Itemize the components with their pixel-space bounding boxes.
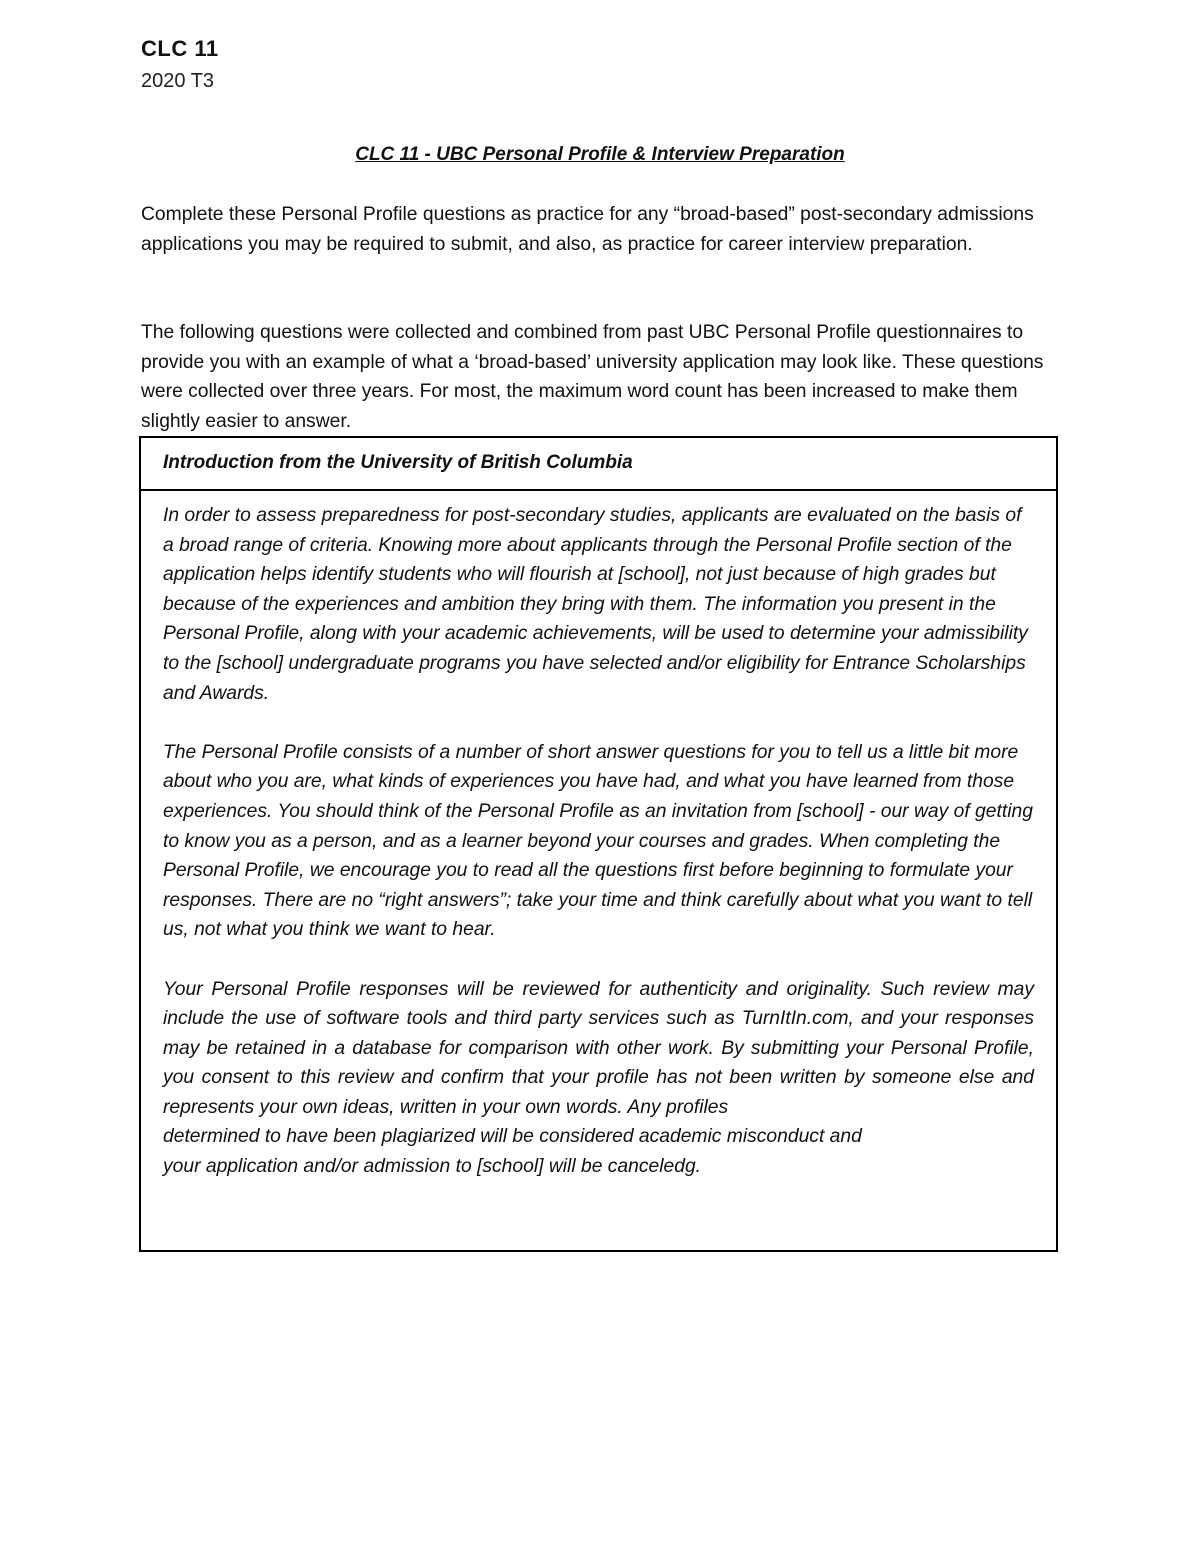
authenticity-text: Your Personal Profile responses will be reviewed for authenticity and originality. Such review may include the use of software tools and third party services such as TurnItIn.com, and your responses may be retained in a database for comparison with other work. By submitting your Personal Profile, you consent to this review and confirm that your profile has not been written by someone else and represents your own ideas, written in your own words. Any profiles — [163, 978, 1034, 1118]
intro-box — [139, 436, 1058, 1252]
document-title: CLC 11 - UBC Personal Profile & Interview Preparation — [355, 144, 845, 165]
course-code: CLC 11 — [141, 36, 219, 61]
instructions-paragraph: Complete these Personal Profile questions as practice for any “broad-based” post-secondary admissions applications you may be required to submit, and also, as practice for career interview preparation. — [141, 204, 1034, 255]
intro-heading: Introduction from the University of British Columbia — [141, 438, 1056, 491]
course-term: 2020 T3 — [141, 70, 215, 92]
intro-body — [141, 491, 1056, 1182]
background-paragraph: The following questions were collected and combined from past UBC Personal Profile questionnaires to provide you with an example of what a ‘broad-based’ university application may look like. These questions were collected over three years. For most, the maximum word count has been increased to make them slightly easier to answer. — [141, 322, 1044, 432]
intro-paragraph-profile: The Personal Profile consists of a number of short answer questions for you to tell us a little bit more about who you are, what kinds of experiences you have had, and what you have learned from those experiences. You should think of the Personal Profile as an invitation from [school] - our way of getting to know you as a person, and as a learner beyond your courses and grades. When completing the Personal Profile, we encourage you to read all the questions first before beginning to formulate your responses. There are no “right answers”; take your time and think carefully about what you want to tell us, not what you think we want to hear. — [163, 741, 1033, 941]
intro-paragraph-authenticity — [163, 975, 1034, 1182]
cancellation-text: your application and/or admission to [school] will be canceledg. — [163, 1156, 702, 1178]
intro-paragraph-assessment: In order to assess preparedness for post-secondary studies, applicants are evaluated on the basis of a broad range of criteria. Knowing more about applicants through the Personal Profile section of the application helps identify students who will flourish at [school], not just because of high grades but because of the experiences and ambition they bring with them. The information you present in the Personal Profile, along with your academic achievements, will be used to determine your admissibility to the [school] undergraduate programs you have selected and/or eligibility for Entrance Scholarships and Awards. — [163, 505, 1028, 704]
plagiarism-text: determined to have been plagiarized will be considered academic misconduct and — [163, 1126, 862, 1148]
